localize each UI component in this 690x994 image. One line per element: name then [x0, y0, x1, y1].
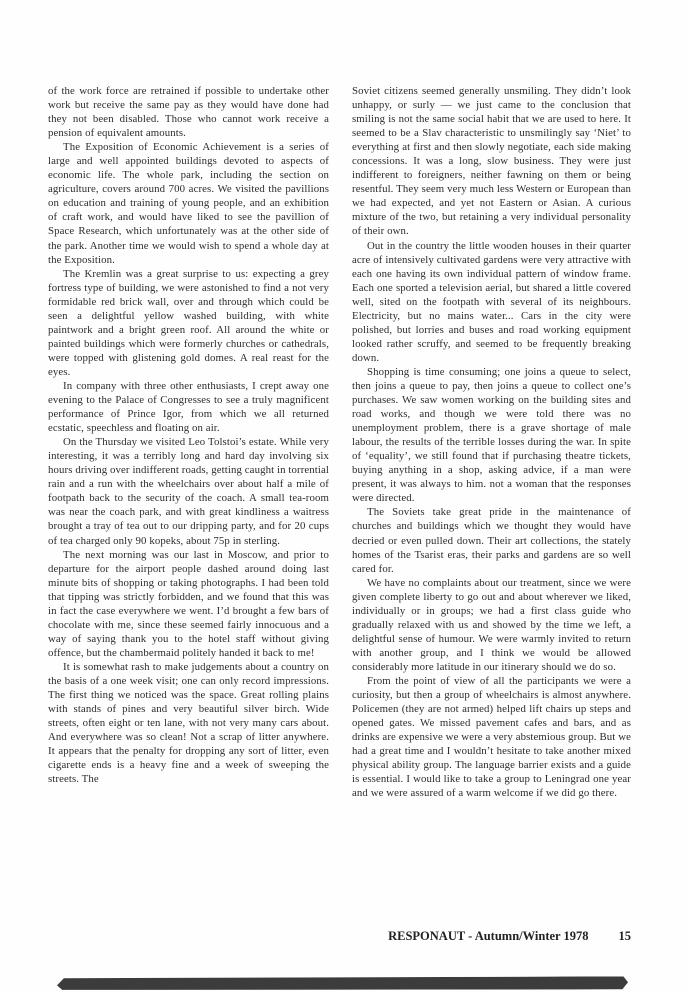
journal-title: RESPONAUT - Autumn/Winter 1978: [388, 929, 589, 943]
paragraph: On the Thursday we visited Leo Tolstoi’s estate. While very interesting, it was a terribly long and hard day involving six hours driving over indifferent roads, getting caught in torrential rain and a run with the wheelchairs over about half a mile of footpath back to the security of the coach. A small tea-room was near the coach park, and with great kindliness a waitress brought a tray of tea out to our dripping party, and for 20 cups of tea charged only 90 kopeks, about 75p in sterling.: [48, 436, 329, 547]
paragraph: Soviet citizens seemed generally unsmiling. They didn’t look unhappy, or surly — we just came to the conclusion that smiling is not the same social habit that we are used to here. It seemed to be a Slav characteristic to unsmilingly say ‘Niet’ to everything at first and then slowly negotiate, each side making concessions. It was a long, slow business. They were just indifferent to foreigners, neither fawning on them or being resentful. They seem very much less Western or European than we had expected, and yet not Eastern or Asian. A curious mixture of the two, but retaining a very individual personality of their own.: [352, 85, 631, 238]
paragraph: The Soviets take great pride in the maintenance of churches and buildings which we thought they would have decried or even pulled down. Their art collections, the stately homes of the Tsarist eras, their parks and gardens are so well cared for.: [352, 506, 631, 575]
paragraph: The next morning was our last in Moscow, and prior to departure for the airport people dashed around doing last minute bits of shopping or taking photographs. I had been told that tipping was strictly forbidden, and we found that this was in fact the case everywhere we went. I’d brought a few bars of chocolate with me, since these seemed fairly innocuous and a way of saying thank you to the hotel staff without giving offence, but the chambermaid politely handed it back to me!: [48, 548, 329, 659]
text-column-left: [48, 84, 329, 786]
paragraph: The Exposition of Economic Achievement is a series of large and well appointed buildings devoted to aspects of economic life. The whole park, including the section on agriculture, covers around 700 acres. We visited the pavillions on education and training of young people, and an exhibition of craft work, and would have liked to see the pavillion of Space Research, which unfortunately was at the other side of the park. Another time we would wish to spend a whole day at the Exposition.: [48, 141, 329, 266]
paragraph: Shopping is time consuming; one joins a queue to select, then joins a queue to pay, then joins a queue to collect one’s purchases. We saw women working on the building sites and road works, and though we were told there was no unemployment problem, there is a grave shortage of male labour, the results of the terrible losses during the war. In spite of ‘equality’, we still found that if purchasing theatre tickets, buying anything in a shop, asking advice, if a man were present, it was always to him. not a woman that the responses were directed.: [352, 365, 631, 505]
paragraph: In company with three other enthusiasts, I crept away one evening to the Palace of Congresses to see a truly magnificent performance of Prince Igor, from which we all returned ecstatic, speechless and floating on air.: [48, 379, 329, 435]
paragraph: The Kremlin was a great surprise to us: expecting a grey fortress type of building, we were astonished to find a not very formidable red brick wall, over and through which could be seen a delightful yellow washed building, with white paintwork and a bright green roof. All around the white or painted buildings which were formerly churches or cathedrals, were topped with glistening gold domes. A real reast for the eyes.: [48, 267, 329, 378]
paragraph: From the point of view of all the participants we were a curiosity, but then a group of wheelchairs is almost anywhere. Policemen (they are not armed) helped lift chairs up steps and opened gates. We missed pavement cafes and bars, and as drinks are expensive we were a very abstemious group. But we had a great time and I wouldn’t hesitate to take another mixed physical ability group. The language barrier exists and a guide is essential. I would like to take a group to Leningrad one year and we were assured of a warm welcome if we did go there.: [352, 674, 631, 800]
paragraph: of the work force are retrained if possible to undertake other work but receive the same pay as they would have done had they not been disabled. Those who cannot work receive a pension of equivalent amounts.: [48, 85, 329, 140]
page-number: 15: [618, 929, 631, 943]
paragraph: We have no complaints about our treatment, since we were given complete liberty to go out and about wherever we liked, individually or in groups; we had a first class guide who gradually relaxed with us and showed by the time we left, a delightful sense of humour. We were warmly invited to return with another group, and I think we would be allowed considerably more latitude in our itinerary should we do so.: [352, 576, 631, 673]
paragraph: Out in the country the little wooden houses in their quarter acre of intensively cultivated gardens were very attractive with each one having its own individual pattern of window frame. Each one sported a television aerial, but shared a little covered well, sited on the footpath with several of its neighbours. Electricity, but no mains water... Cars in the city were polished, but lorries and buses and road working equipment looked rather scruffy, and seemed to be frequently breaking down.: [352, 239, 631, 364]
paragraph: It is somewhat rash to make judgements about a country on the basis of a one week visit; one can only record impressions. The first thing we noticed was the space. Great rolling plains with stands of pines and very beautiful silver birch. Wide streets, often eight or ten lane, with not very many cars about. And everywhere was so clean! Not a scrap of litter anywhere. It appears that the penalty for dropping any sort of litter, even cigarette ends is a heavy fine and a week of sweeping the streets. The: [48, 660, 329, 786]
page-footer: [352, 929, 631, 944]
scan-artifact-bar: [57, 976, 628, 990]
text-column-right: [352, 84, 631, 800]
